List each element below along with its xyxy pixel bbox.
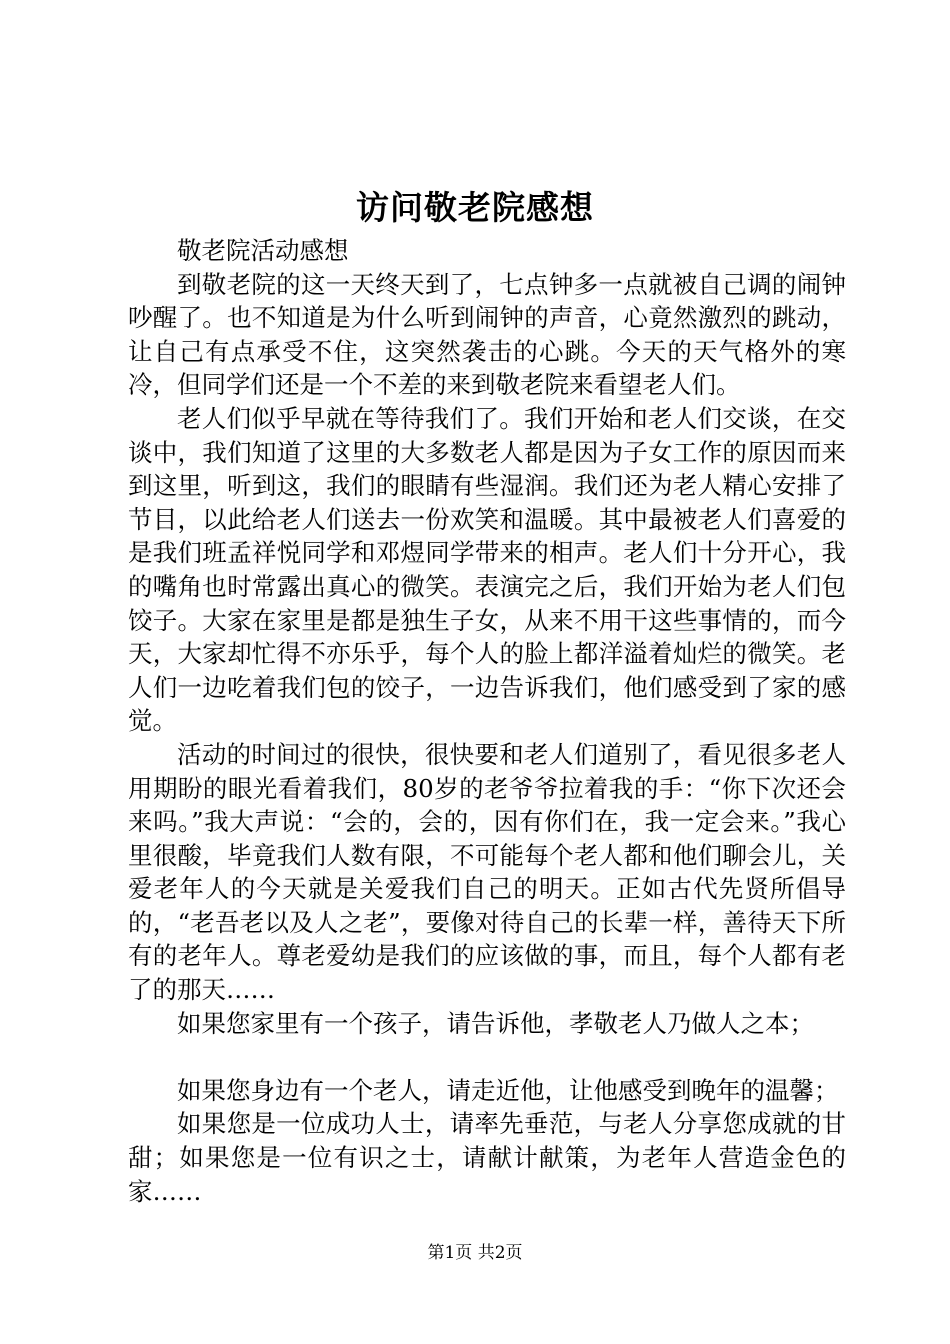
paragraph-1: 到敬老院的这一天终天到了，七点钟多一点就被自己调的闹钟吵醒了。也不知道是为什么听到闹钟的声音，心竟然激烈的跳动，让自己有点承受不住，这突然袭击的心跳。今天的天气格外的寒冷，但同学们还是一个不差的来到敬老院来看望老人们。 xyxy=(128,269,846,400)
paragraph-subtitle: 敬老院活动感想 xyxy=(177,236,349,265)
paragraph-4: 如果您家里有一个孩子，请告诉他，孝敬老人乃做人之本； xyxy=(177,1008,814,1038)
document-title: 访问敬老院感想 xyxy=(356,188,594,227)
paragraph-5: 如果您身边有一个老人，请走近他，让他感受到晚年的温馨； xyxy=(177,1075,839,1105)
paragraph-3: 活动的时间过的很快，很快要和老人们道别了，看见很多老人用期盼的眼光看着我们，80岁的老爷爷拉着我的手：“你下次还会来吗。”我大声说：“会的，会的，因有你们在，我一定会来。”我心里很酸，毕竟我们人数有限，不可能每个老人都和他们聊会儿，关爱老年人的今天就是关爱我们自己的明天。正如古代先贤所倡导的，“老吾老以及人之老”，要像对待自己的长辈一样，善待天下所有的老年人。尊老爱幼是我们的应该做的事，而且，每个人都有老了的那天…… xyxy=(128,739,846,1005)
paragraph-2: 老人们似乎早就在等待我们了。我们开始和老人们交谈，在交谈中，我们知道了这里的大多数老人都是因为子女工作的原因而来到这里，听到这，我们的眼睛有些湿润。我们还为老人精心安排了节目，以此给老人们送去一份欢笑和温暖。其中最被老人们喜爱的是我们班孟祥悦同学和邓煜同学带来的相声。老人们十分开心，我的嘴角也时常露出真心的微笑。表演完之后，我们开始为老人们包饺子。大家在家里是都是独生子女，从来不用干这些事情的，而今天，大家却忙得不亦乐乎，每个人的脸上都洋溢着灿烂的微笑。老人们一边吃着我们包的饺子，一边告诉我们，他们感受到了家的感觉。 xyxy=(128,403,846,736)
page-footer: 第1页 共2页 xyxy=(427,1243,523,1263)
paragraph-6: 如果您是一位成功人士，请率先垂范，与老人分享您成就的甘甜；如果您是一位有识之士，请献计献策，为老年人营造金色的家…… xyxy=(128,1109,846,1206)
document-body xyxy=(128,234,846,1208)
